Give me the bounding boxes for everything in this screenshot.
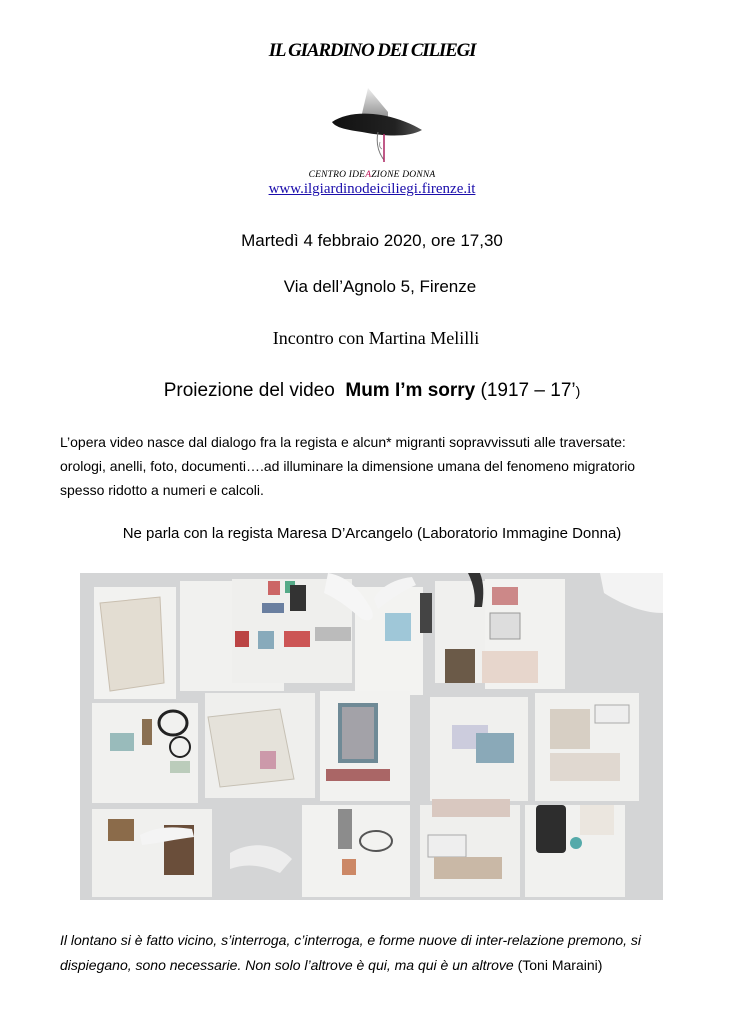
video-still-photo [80, 573, 663, 900]
description-line: orologi, anelli, foto, documenti….ad illuminare la dimensione umana del fenomeno migratorio [60, 458, 636, 474]
description-line: L’opera video nasce dal dialogo fra la regista e alcun* migranti sopravvissuti alle traversate: [60, 434, 626, 450]
quote-line: dispiegano, sono necessarie. Non solo l’altrove è qui, ma qui è un altrove [60, 957, 514, 973]
event-address: Via dell’Agnolo 5, Firenze [283, 277, 477, 296]
description-line: spesso ridotto a numeri e calcoli. [60, 482, 264, 498]
quote-paragraph [60, 928, 720, 978]
quote-line: Il lontano si è fatto vicino, s’interroga, c’interroga, e forme nuove di inter-relazione premono, si [60, 932, 642, 948]
quote-author: (Toni Maraini) [513, 957, 603, 973]
description-paragraph [60, 430, 700, 502]
organization-title: IL GIARDINO DEI CILIEGI [268, 40, 476, 61]
logo-woman-hat-icon [322, 82, 432, 172]
discussion-line: Ne parla con la regista Maresa D’Arcangelo (Laboratorio Immagine Donna) [122, 525, 622, 542]
meeting-title: Incontro con Martina Melilli [272, 328, 480, 348]
event-date-time: Martedì 4 febbraio 2020, ore 17,30 [241, 231, 503, 250]
logo-subtitle: CENTRO IDEAZIONE DONNA [308, 170, 436, 180]
projection-line: Proiezione del video Mum I’m sorry (1917 – 17’) [163, 380, 581, 401]
video-title: Mum I’m sorry [345, 380, 476, 401]
website-link[interactable]: www.ilgiardinodeiciliegi.firenze.it [268, 181, 476, 197]
